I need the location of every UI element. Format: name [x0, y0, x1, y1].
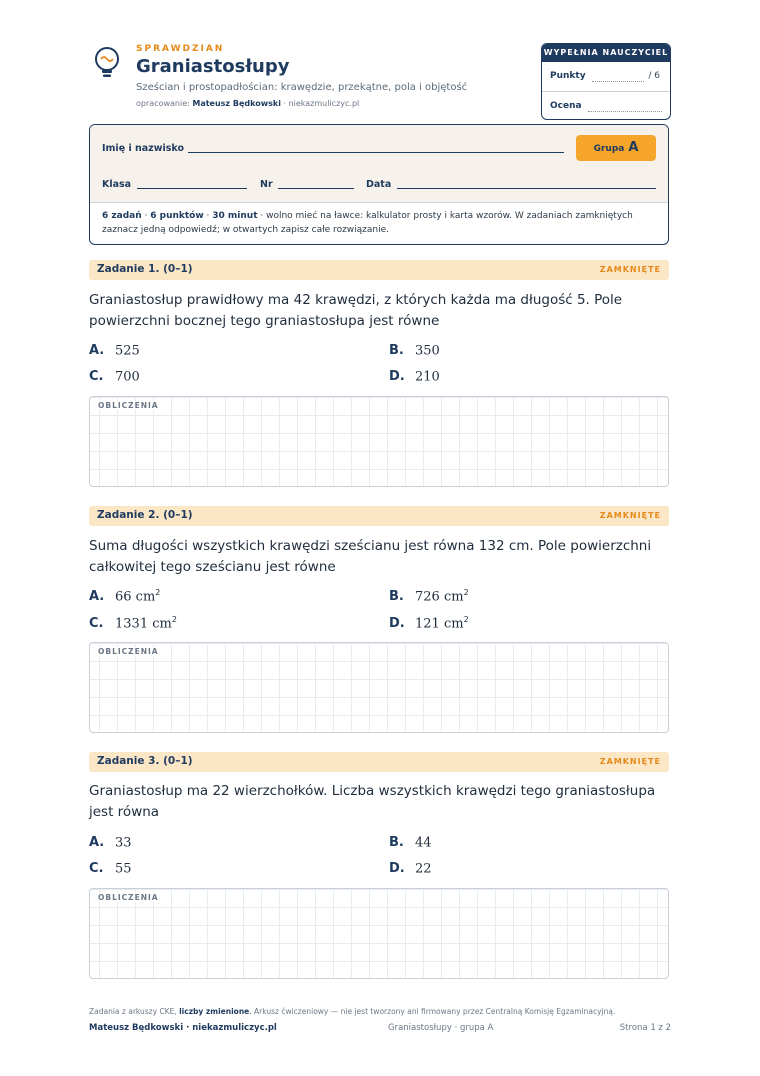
task-2-answer-b[interactable]: B. 726 $cm^2$ [389, 588, 469, 605]
task-2-question: Suma długości wszystkich krawędzi sześcianu jest równa 132 cm. Pole powierzchni całkowitej tego sześcianu jest równe [89, 538, 652, 575]
task-2-answer-a[interactable]: A. 66 $cm^2$ [89, 588, 161, 605]
task-1-header [89, 260, 669, 280]
task-1-answer-a[interactable]: A. 525 [89, 343, 140, 359]
class-field[interactable] [137, 188, 247, 189]
points-field[interactable] [592, 81, 644, 82]
points-max: / 6 [648, 71, 660, 81]
grade-field[interactable] [588, 111, 662, 112]
calculation-label: OBLICZENIA [98, 647, 159, 656]
task-1-calculation-area[interactable] [89, 396, 669, 487]
page-title: Graniastosłupy [136, 56, 290, 77]
task-3-answer-b[interactable]: B. 44 [389, 835, 432, 851]
student-info-box [89, 124, 669, 245]
task-2-calculation-area[interactable] [89, 642, 669, 733]
lightbulb-icon [92, 46, 122, 80]
class-label: Klasa [102, 179, 132, 190]
student-fields [90, 125, 668, 203]
task-3-calculation-area[interactable] [89, 888, 669, 979]
task-2-header [89, 506, 669, 526]
author-credit: opracowanie: Mateusz Będkowski · niekazmuliczyc.pl [136, 99, 360, 108]
footer-note: Zadania z arkuszy CKE, liczby zmienione. Arkusz ćwiczeniowy — nie jest tworzony ani firmowany przez Centralną Komisję Egzaminacyjną. [89, 1007, 616, 1016]
name-label: Imię i nazwisko [102, 143, 184, 154]
date-field[interactable] [397, 188, 656, 189]
task-2-answer-c[interactable]: C. 1331 $cm^2$ [89, 615, 177, 632]
task-3-header [89, 752, 669, 772]
footer-document-name: Graniastosłupy · grupa A [388, 1023, 494, 1033]
name-field[interactable] [188, 152, 564, 153]
page-subtitle: Sześcian i prostopadłościan: krawędzie, przekątne, pola i objętość [136, 82, 468, 93]
task-1-question: Graniastosłup prawidłowy ma 42 krawędzi, z których każda ma długość 5. Pole powierzchni bocznej tego graniastosłupa jest równe [89, 292, 623, 329]
grade-label: Ocena [550, 101, 582, 111]
footer-author: Mateusz Będkowski · niekazmuliczyc.pl [89, 1023, 277, 1033]
grade-row [542, 91, 670, 120]
group-badge: Grupa A [576, 135, 656, 161]
task-1-answer-c[interactable]: C. 700 [89, 369, 140, 385]
number-field[interactable] [278, 188, 354, 189]
task-type-tag: ZAMKNIĘTE [599, 265, 661, 274]
test-instructions: 6 zadań · 6 punktów · 30 minut · wolno mieć na ławce: kalkulator prosty i karta wzorów. W zadaniach zamkniętych zaznacz jedną odpowiedź; w otwartych zapisz całe rozwiązanie. [102, 211, 633, 235]
points-label: Punkty [550, 71, 586, 81]
task-type-tag: ZAMKNIĘTE [599, 757, 661, 766]
task-3-question: Graniastosłup ma 22 wierzchołków. Liczba wszystkich krawędzi tego graniastosłupa jest równa [89, 783, 656, 820]
points-row [542, 62, 670, 91]
number-label: Nr [260, 179, 273, 190]
task-title: Zadanie 1. (0–1) [97, 263, 193, 275]
task-1-answer-d[interactable]: D. 210 [389, 369, 440, 385]
calculation-label: OBLICZENIA [98, 401, 159, 410]
footer-page-number: Strona 1 z 2 [619, 1023, 671, 1033]
task-3-answer-a[interactable]: A. 33 [89, 835, 132, 851]
task-title: Zadanie 2. (0–1) [97, 509, 193, 521]
teacher-box [541, 43, 671, 120]
task-3-answer-d[interactable]: D. 22 [389, 861, 432, 877]
task-2-answer-d[interactable]: D. 121 $cm^2$ [389, 615, 469, 632]
task-title: Zadanie 3. (0–1) [97, 755, 193, 767]
document-kicker: SPRAWDZIAN [136, 44, 225, 54]
teacher-box-heading: WYPEŁNIA NAUCZYCIEL [542, 44, 670, 62]
task-type-tag: ZAMKNIĘTE [599, 511, 661, 520]
task-1-answer-b[interactable]: B. 350 [389, 343, 440, 359]
calculation-label: OBLICZENIA [98, 893, 159, 902]
task-3-answer-c[interactable]: C. 55 [89, 861, 132, 877]
date-label: Data [366, 179, 392, 190]
